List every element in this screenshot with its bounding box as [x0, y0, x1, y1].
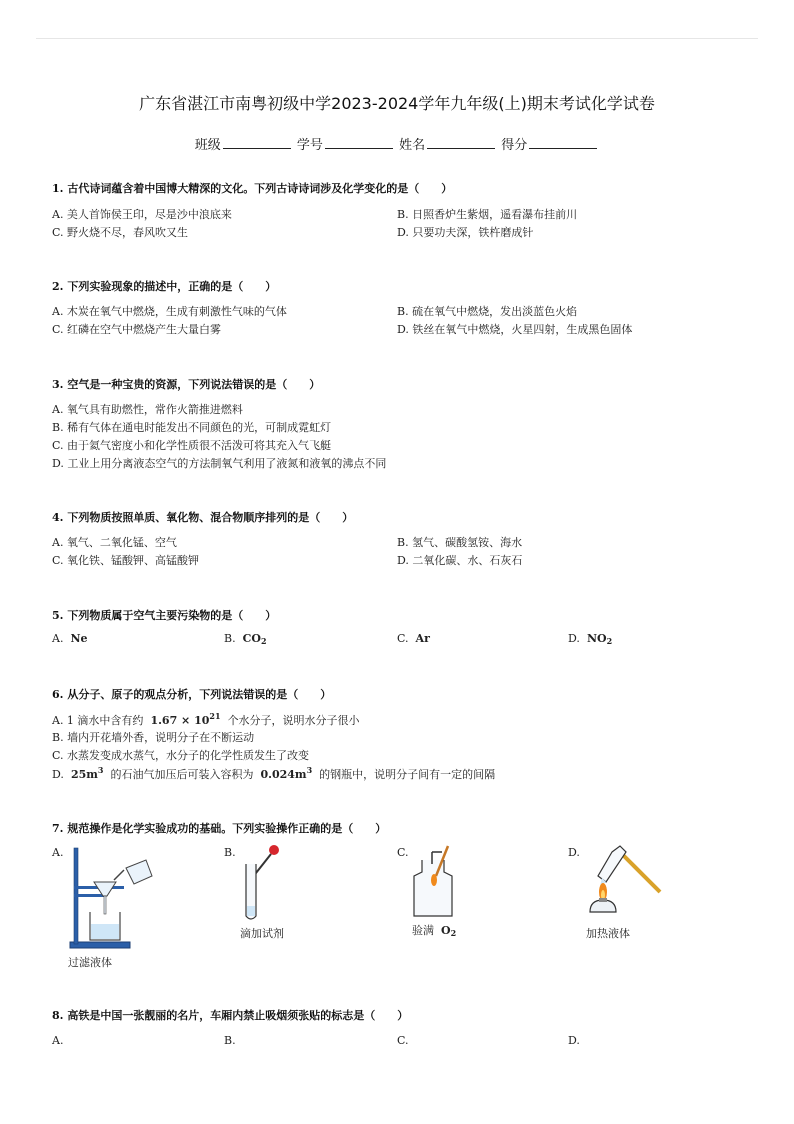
q7-c-caption-text: 验满: [412, 924, 434, 937]
q7-c-subscript: 2: [450, 928, 457, 938]
q2-option-d[interactable]: D. 铁丝在氧气中燃烧，火星四射，生成黑色固体: [397, 323, 633, 336]
q5-a-letter: A.: [52, 632, 64, 645]
q4-option-b[interactable]: B. 氢气、碳酸氢铵、海水: [397, 536, 523, 549]
q2-option-b[interactable]: B. 硫在氧气中燃烧，发出淡蓝色火焰: [397, 305, 578, 318]
q5-option-c[interactable]: [397, 632, 430, 645]
heating-liquid-image: [584, 842, 670, 922]
student-info-line: [0, 134, 794, 153]
question-5-stem: 5. 下列物质属于空气主要污染物的是（ ）: [52, 609, 277, 622]
class-blank[interactable]: [223, 136, 291, 149]
q4-option-c[interactable]: C. 氧化铁、锰酸钾、高锰酸钾: [52, 554, 200, 567]
q6-d-math: 25m: [70, 768, 98, 781]
q3-option-b[interactable]: B. 稀有气体在通电时能发出不同颜色的光，可制成霓虹灯: [52, 421, 332, 434]
q6-a-exponent: 21: [209, 711, 221, 721]
q4-option-a[interactable]: A. 氧气、二氧化锰、空气: [52, 536, 177, 549]
q1-option-a[interactable]: A. 美人首饰侯王印，尽是沙中浪底来: [52, 208, 232, 221]
q3-option-c[interactable]: C. 由于氦气密度小和化学性质很不活泼可将其充入气飞艇: [52, 439, 332, 452]
top-divider: [36, 38, 758, 39]
q3-option-a[interactable]: A. 氧气具有助燃性，常作火箭推进燃料: [52, 403, 243, 416]
q5-c-formula: Ar: [415, 632, 430, 645]
q1-option-d[interactable]: D. 只要功夫深，铁杵磨成针: [397, 226, 534, 239]
id-blank[interactable]: [325, 136, 393, 149]
question-2-stem: 2. 下列实验现象的描述中，正确的是（ ）: [52, 280, 277, 293]
q8-option-c[interactable]: C.: [397, 1034, 409, 1047]
q6-d-mid: 的石油气加压后可装入容积为: [110, 768, 254, 781]
q6-option-d[interactable]: [52, 765, 495, 782]
q1-option-b[interactable]: B. 日照香炉生紫烟，遥看瀑布挂前川: [397, 208, 578, 221]
q7-a-letter[interactable]: A.: [52, 846, 64, 859]
q7-c-letter[interactable]: C.: [397, 846, 409, 859]
q7-b-letter[interactable]: B.: [224, 846, 236, 859]
q7-a-caption: 过滤液体: [68, 956, 112, 969]
q5-b-letter: B.: [224, 632, 236, 645]
q6-d-tail: 的钢瓶中，说明分子间有一定的间隔: [319, 768, 496, 781]
id-label: 学号: [296, 138, 323, 153]
q3-option-d[interactable]: D. 工业上用分离液态空气的方法制氧气利用了液氮和液氧的沸点不同: [52, 457, 387, 470]
q6-a-lead: A. 1 滴水中含有约: [52, 714, 144, 727]
question-8-stem: 8. 高铁是中国一张靓丽的名片，车厢内禁止吸烟须张贴的标志是（ ）: [52, 1009, 409, 1022]
q2-option-c[interactable]: C. 红磷在空气中燃烧产生大量白雾: [52, 323, 222, 336]
q6-a-tail: 个水分子，说明水分子很小: [227, 714, 360, 727]
name-label: 姓名: [399, 138, 426, 153]
q4-option-d[interactable]: D. 二氧化碳、水、石灰石: [397, 554, 523, 567]
q8-option-a[interactable]: A.: [52, 1034, 64, 1047]
question-7-stem: 7. 规范操作是化学实验成功的基础。下列实验操作正确的是（ ）: [52, 822, 387, 835]
q2-option-a[interactable]: A. 木炭在氧气中燃烧，生成有刺激性气味的气体: [52, 305, 287, 318]
gas-bottle-splint-image: [412, 844, 460, 920]
q5-b-subscript: 2: [260, 636, 267, 646]
q7-d-letter[interactable]: D.: [568, 846, 580, 859]
q7-b-caption: 滴加试剂: [240, 927, 284, 940]
question-1-stem: 1. 古代诗词蕴含着中国博大精深的文化。下列古诗诗词涉及化学变化的是（ ）: [52, 182, 453, 195]
q6-option-c[interactable]: C. 水蒸发变成水蒸气，水分子的化学性质发生了改变: [52, 749, 310, 762]
q7-c-caption: [412, 922, 456, 938]
q5-d-formula: NO: [586, 632, 607, 645]
q5-d-letter: D.: [568, 632, 580, 645]
score-label: 得分: [501, 138, 528, 153]
question-3-stem: 3. 空气是一种宝贵的资源，下列说法错误的是（ ）: [52, 378, 321, 391]
q5-c-letter: C.: [397, 632, 409, 645]
q6-d-math2: 0.024m: [260, 768, 307, 781]
q6-option-a[interactable]: [52, 711, 360, 728]
q5-option-b[interactable]: [224, 632, 267, 646]
score-blank[interactable]: [529, 136, 597, 149]
dropper-test-tube-image: [238, 844, 286, 924]
q8-option-d[interactable]: D.: [568, 1034, 580, 1047]
q1-option-c[interactable]: C. 野火烧不尽，春风吹又生: [52, 226, 189, 239]
q8-option-b[interactable]: B.: [224, 1034, 236, 1047]
q5-option-d[interactable]: [568, 632, 612, 646]
q5-b-formula: CO: [242, 632, 261, 645]
filtration-apparatus-image: [64, 844, 156, 952]
exam-title: 广东省湛江市南粤初级中学2023-2024学年九年级(上)期末考试化学试卷: [139, 94, 655, 113]
name-blank[interactable]: [427, 136, 495, 149]
question-4-stem: 4. 下列物质按照单质、氧化物、混合物顺序排列的是（ ）: [52, 511, 354, 524]
q6-d-exponent2: 3: [306, 765, 313, 775]
q6-d-lead: D.: [52, 768, 64, 781]
class-label: 班级: [194, 138, 221, 153]
q7-c-formula: O: [441, 924, 451, 937]
q5-option-a[interactable]: [52, 632, 88, 645]
q6-option-b[interactable]: B. 墙内开花墙外香，说明分子在不断运动: [52, 731, 255, 744]
question-6-stem: 6. 从分子、原子的观点分析，下列说法错误的是（ ）: [52, 688, 332, 701]
q5-d-subscript: 2: [606, 636, 613, 646]
q5-a-formula: Ne: [70, 632, 88, 645]
q7-d-caption: 加热液体: [586, 927, 630, 940]
q6-a-math: 1.67 × 10: [150, 714, 210, 727]
q6-d-exponent: 3: [97, 765, 104, 775]
